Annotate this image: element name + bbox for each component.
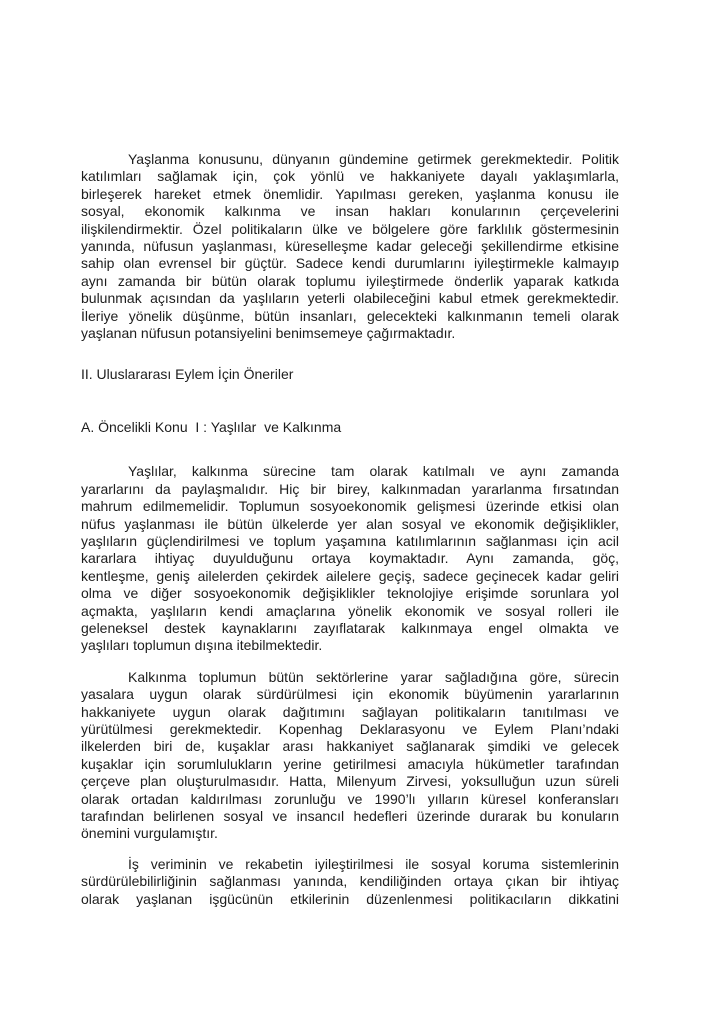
text-line: yanında, nüfusun yaşlanması, küreselleşme kadar geleceği şekillendirme etkisine	[81, 238, 619, 255]
paragraph	[81, 856, 619, 908]
text-line: tarafından belirlenen sosyal ve insancıl hedefleri üzerinde durarak bu konuların	[81, 808, 619, 824]
text-line: bulunmak açısından da yaşlıların yeterli olabileceğini kabul etmek gerekmektedir.	[81, 290, 619, 307]
text-line: çerçeve plan oluşturulmasıdır. Hatta, Milenyum Zirvesi, yoksulluğun uzun süreli	[81, 773, 619, 790]
text-line: kuşaklar için sorumlulukların yerine getirilmesi amacıyla hükümetler tarafından	[81, 755, 619, 772]
text-line: İş veriminin ve rekabetin iyileştirilmesi ile sosyal koruma sistemlerinin	[128, 855, 619, 872]
text-line: aynı zamanda bir bütün olarak toplumu iyileştirmede önderlik yaparak katkıda	[81, 272, 619, 289]
text-line: yaşlıların güçlendirilmesi ve toplum yaşamına katılımlarının sağlanması için acil	[81, 532, 619, 549]
section-heading: A. Öncelikli Konu I : Yaşlılar ve Kalkınma	[81, 418, 342, 435]
text-line: İleriye yönelik düşünme, bütün insanları, gelecekteki kalkınmanın temeli olarak	[81, 307, 619, 324]
text-line: yürütülmesi gerekmektedir. Kopenhag Deklarasyonu ve Eylem Planı’ndaki	[81, 720, 619, 737]
text-line: mahrum edilmemelidir. Toplumun sosyoekonomik gelişmesi üzerinde etkisi olan	[81, 498, 619, 515]
paragraph	[81, 151, 619, 342]
text-line: olarak ortadan kaldırılması zorunluğu ve 1990’lı yılların küresel konferansları	[81, 790, 619, 807]
paragraph	[81, 463, 619, 654]
text-line: yaşlıları toplumun dışına itebilmektedir.	[81, 637, 323, 654]
paragraph	[81, 669, 619, 843]
text-line: açmakta, yaşlıların kendi amaçlarına yönelik ekonomik ve sosyal rolleri ile	[81, 602, 619, 619]
text-line: Kalkınma toplumun bütün sektörlerine yarar sağladığına göre, sürecin	[128, 668, 619, 685]
text-line: hakkaniyete uygun olarak dağıtımını sağlayan politikaların tanıtılması ve	[81, 703, 619, 720]
text-line: kararlara ihtiyaç duyulduğunu ortaya koymaktadır. Aynı zamanda, göç,	[81, 550, 619, 567]
text-line: yasalara uygun olarak sürdürülmesi için ekonomik büyümenin yararlarının	[81, 686, 619, 703]
text-line: katılımları sağlamak için, çok yönlü ve hakkaniyete dayalı yaklaşımlarla,	[81, 168, 619, 185]
document-body	[81, 151, 619, 908]
text-line: Yaşlanma konusunu, dünyanın gündemine getirmek gerekmektedir. Politik	[128, 151, 619, 167]
section-heading: II. Uluslararası Eylem İçin Öneriler	[81, 366, 294, 383]
text-line: ilişkilendirmektir. Özel politikaların ülke ve bölgelere göre farklılık göstermesinin	[81, 220, 619, 237]
text-line: geleneksel destek kaynaklarını zayıflatarak kalkınmaya engel olmakta ve	[81, 619, 619, 636]
text-line: sürdürülebilirliğinin sağlanması yanında, kendiliğinden ortaya çıkan bir ihtiyaç	[81, 873, 619, 890]
text-line: olma ve diğer sosyoekonomik değişiklikler teknolojiye erişimde sorunlara yol	[81, 585, 619, 602]
text-line: sahip olan evrensel bir güçtür. Sadece kendi durumlarını iyileştirmekle kalmayıp	[81, 255, 619, 272]
text-line: Yaşlılar, kalkınma sürecine tam olarak katılmalı ve aynı zamanda	[128, 463, 619, 480]
text-line: nüfus yaşlanması ile bütün ülkelerde yer alan sosyal ve ekonomik değişiklikler,	[81, 515, 619, 532]
text-line: ilkelerden biri de, kuşaklar arası hakkaniyet sağlanarak şimdiki ve gelecek	[81, 738, 619, 755]
text-line: olarak yaşlanan işgücünün etkilerinin düzenlenmesi politikacıların dikkatini	[81, 890, 619, 907]
text-line: önemini vurgulamıştır.	[81, 825, 218, 842]
text-line: yaşlanan nüfusun potansiyelini benimsemeye çağırmaktadır.	[81, 325, 456, 342]
text-line: kentleşme, geniş ailelerden çekirdek ailelere geçiş, sadece geçinecek kadar geliri	[81, 567, 619, 584]
text-line: yararlarını da paylaşmalıdır. Hiç bir birey, kalkınmadan yararlanma fırsatından	[81, 480, 619, 497]
text-line: birleşerek hareket etmek önemlidir. Yapılması gereken, yaşlanma konusu ile	[81, 185, 619, 202]
text-line: sosyal, ekonomik kalkınma ve insan hakları konularının çerçevelerini	[81, 203, 619, 220]
